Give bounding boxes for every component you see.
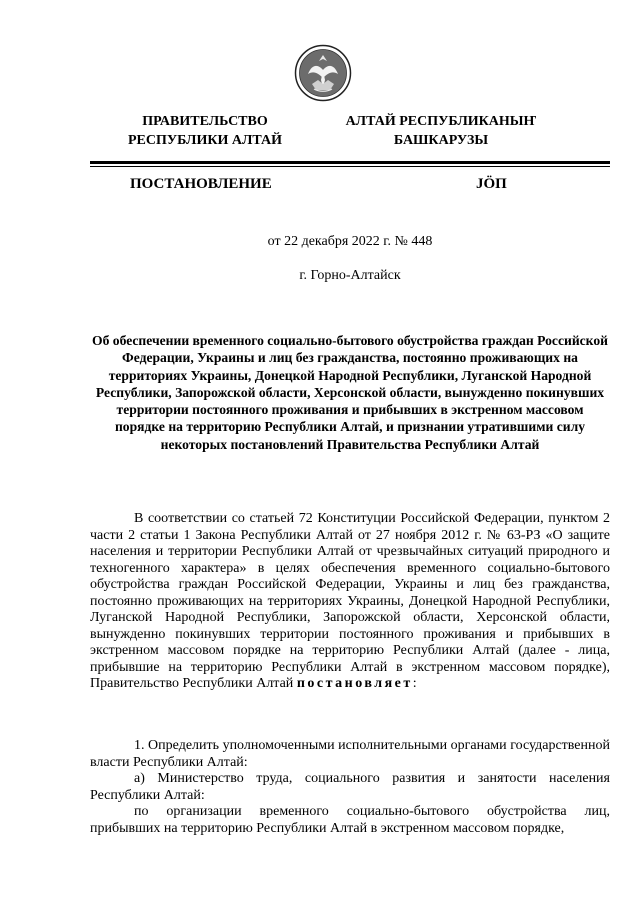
doc-type-alt: JÖП [476,176,507,192]
item-1a-text: по организации временного социально-бытового обустройства лиц, прибывших на территорию Республики Алтай в экстренном массовом порядке, [90,804,610,836]
document-city: г. Горно-Алтайск [299,268,401,283]
preamble-paragraph [90,511,610,693]
item-1: 1. Определить уполномоченными исполнительными органами государственной власти Республики Алтай: [90,738,610,770]
item-1a: а) Министерство труда, социального развития и занятости населения Республики Алтай: [90,771,610,803]
header-left-org [100,112,310,150]
preamble-text: В соответствии со статьей 72 Конституции Российской Федерации, пунктом 2 части 2 статьи 1 Закона Республики Алтай от 27 ноября 2012 г. № 63-РЗ «О защите населения и территории Республики Алтай от чрезвычайных ситуаций природного и техногенного характера» в целях обеспечения временного социально-бытового обустройства граждан Российской Федерации, Украины и лиц без гражданства, постоянно проживающих на территориях Украины, Донецкой Народной Республики, Луганской Народной Республики, Запорожской области, Херсонской области, вынужденно покинувших территории постоянного проживания и прибывших в экстренном массовом порядке на территорию Республики Алтай (далее - лица, прибывшие на территорию Республики Алтай в экстренном массовом порядке), Правительство Республики Алтай [90,511,610,691]
preamble-block [90,511,610,693]
header-divider-thick [90,161,610,164]
document-title: Об обеспечении временного социально-бытового обустройства граждан Российской Федерации, Украины и лиц без гражданства, постоянно проживающих на территориях Украины, Донецкой Народной Республики, Луганской Народной Республики, Запорожской области, Херсонской области, вынужденно покинувших территории постоянного проживания и прибывших в экстренном массовом порядке на территорию Республики Алтай, и признании утратившими силу некоторых постановлений Правительства Республики Алтай [92,333,608,452]
items-block [90,738,610,837]
resolves-word: постановляет [296,676,413,691]
header-right-line1: АЛТАЙ РЕСПУБЛИКАНЫҤ [345,114,537,129]
doc-type-ru: ПОСТАНОВЛЕНИЕ [130,176,272,192]
header-divider-thin [90,166,610,167]
coat-of-arms-icon [294,44,352,102]
header-right-org [330,112,552,150]
document-date-number: от 22 декабря 2022 г. № 448 [267,234,433,249]
header-left-line1: ПРАВИТЕЛЬСТВО [142,114,268,129]
header-left-line2: РЕСПУБЛИКИ АЛТАЙ [127,133,283,148]
header-right-line2: БАШКАРУЗЫ [393,133,489,148]
resolves-colon: : [412,676,417,691]
